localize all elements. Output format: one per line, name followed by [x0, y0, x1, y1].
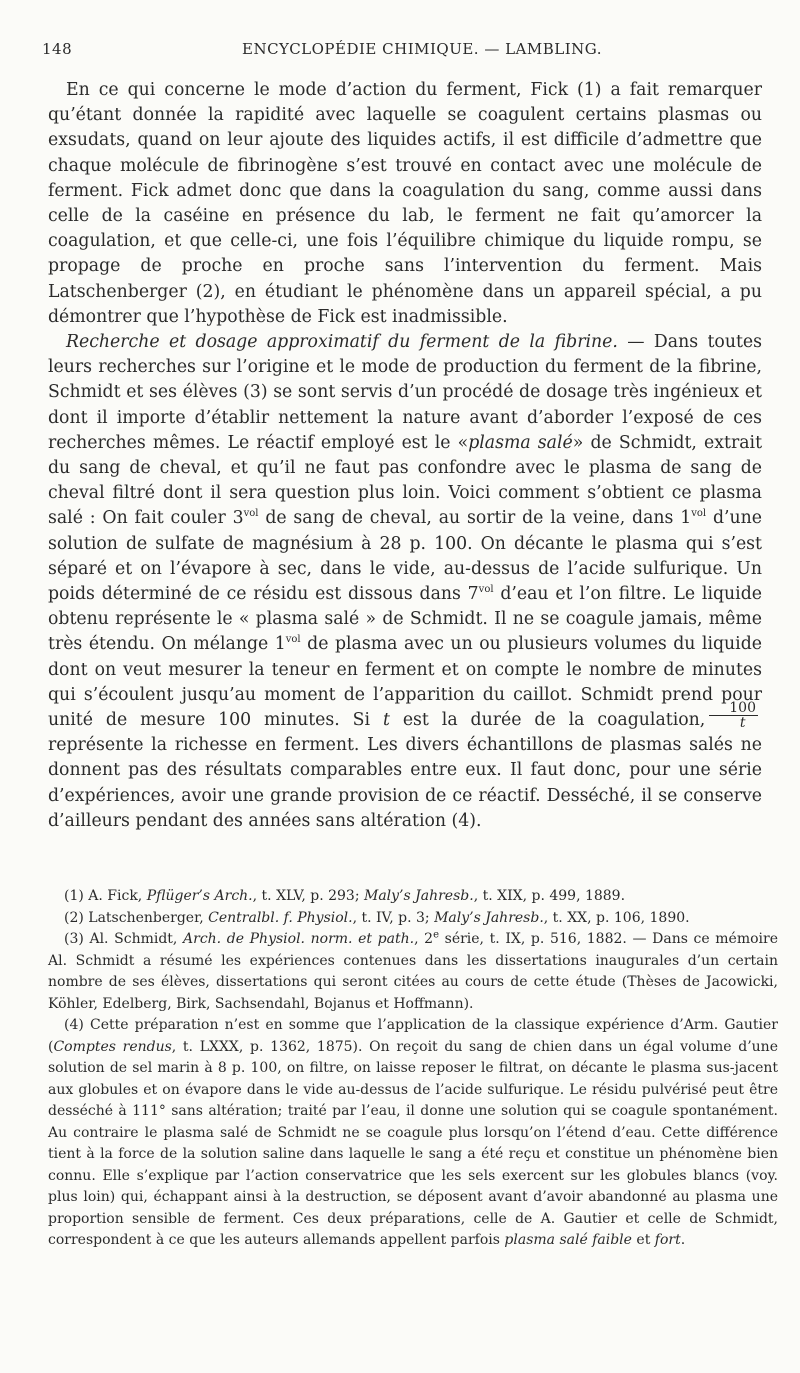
main-text — [48, 78, 762, 834]
paragraph-fick: En ce qui concerne le mode d’action du ferment, Fick (1) a fait remarquer qu’étant donnée la rapidité avec laquelle se coagulent certains plasmas ou exsudats, quand on leur ajoute des liquides actifs, il est difficile d’admettre que chaque molécule de fibrinogène s’est trouvé en contact avec une molécule de ferment. Fick admet donc que dans la coagulation du sang, comme aussi dans celle de la caséine en présence du lab, le ferment ne fait qu’amorcer la coagulation, et que celle-ci, une fois l’équilibre chimique du liquide rompu, se propage de proche en proche sans l’intervention du ferment. Mais Latschenberger (2), en étudiant le phénomène dans un appareil spécial, a pu démontrer que l’hypothèse de Fick est inadmissible. — [48, 80, 762, 327]
page-header — [42, 40, 760, 66]
footnote-4: (4) Cette préparation n’est en somme que l’application de la classique expérience d’Arm. Gautier (Comptes rendus, t. LXXX, p. 1362, 1875). On reçoit du sang de chien dans un égal volume d’une solution de sel marin à 8 p. 100, on filtre, on laisse reposer le filtrat, on décante le plasma sus-jacent aux globules et on évapore dans le vide au-dessus de l’acide sulfurique. Le résidu pulvérisé peut être desséché à 111° sans altération; traité par l’eau, il donne une solution qui se coagule spontanément. Au contraire le plasma salé de Schmidt ne se coagule plus lorsqu’on l’étend d’eau. Cette différence tient à la force de la solution saline dans laquelle le sang a été reçu et constitue un phénomène bien connu. Elle s’explique par l’action conservatrice que les sels exercent sur les globules blancs (voy. plus loin) qui, échappant ainsi à la destruction, se déposent avant d’avoir abandonné au plasma une proportion sensible de ferment. Ces deux préparations, celle de A. Gautier et celle de Schmidt, correspondent à ce que les auteurs allemands appellent parfois plasma salé faible et fort. — [48, 1017, 778, 1248]
paragraph-recherche: Recherche et dosage approximatif du ferment de la fibrine. — Dans toutes leurs recherches sur l’origine et le mode de production du ferment de la fibrine, Schmidt et ses élèves (3) se sont servis d’un procédé de dosage très ingénieux et dont il importe d’établir nettement la nature avant d’aborder l’exposé de ces recherches mêmes. Le réactif employé est le «plasma salé» de Schmidt, extrait du sang de cheval, et qu’il ne faut pas confondre avec le plasma de sang de cheval filtré dont il sera question plus loin. Voici comment s’obtient ce plasma salé : On fait couler $3^{vol}$ de sang de cheval, au sortir de la veine, dans $1^{vol}$ d’une solution de sulfate de magnésium à 28 p. 100. On décante le plasma qui s’est séparé et on l’évapore à sec, dans le vide, au-dessus de l’acide sulfurique. Un poids déterminé de ce résidu est dissous dans $7^{vol}$ d’eau et l’on filtre. Le liquide obtenu représente le « plasma salé » de Schmidt. Il ne se coagule jamais, même très étendu. On mélange $1^{vol}$ de plasma avec un ou plusieurs volumes du liquide dont on veut mesurer la teneur en ferment et on compte le nombre de minutes qui s’écoulent jusqu’au moment de l’apparition du caillot. Schmidt prend pour unité de mesure 100 minutes. Si t est la durée de la coagulation, $\frac{100}{t}$ représente la richesse en ferment. Les divers échantillons de plasmas salés ne donnent pas des résultats comparables entre eux. Il faut donc, pour une série d’expériences, avoir une grande provision de ce réactif. Desséché, il se conserve d’ailleurs pendant des années sans altération (4). — [48, 332, 763, 831]
page-number: 148 — [42, 40, 73, 58]
section-heading: Recherche et dosage approximatif du ferment de la fibrine. — [66, 332, 618, 353]
footnotes — [48, 886, 778, 1252]
running-title: ENCYCLOPÉDIE CHIMIQUE. — LAMBLING. — [242, 40, 603, 58]
footnote-1: (1) A. Fick, Pflüger’s Arch., t. XLV, p. 293; Maly’s Jahresb., t. XIX, p. 499, 1889. — [64, 888, 626, 904]
footnote-3: (3) Al. Schmidt, Arch. de Physiol. norm. et path., 2e série, t. IX, p. 516, 1882. — Dans ce mémoire Al. Schmidt a résumé les expériences contenues dans les dissertations inaugurales d’un certain nombre de ses élèves, dissertations qui seront citées au cours de cette étude (Thèses de Jacowicki, Köhler, Edelberg, Birk, Sachsendahl, Bojanus et Hoffmann). — [48, 929, 778, 1012]
footnote-2: (2) Latschenberger, Centralbl. f. Physiol., t. IV, p. 3; Maly’s Jahresb., t. XX, p. 106, 1890. — [64, 909, 690, 926]
fraction-100-over-t: $\frac{100}{t}$ — [709, 701, 758, 730]
plasma-term: plasma salé — [468, 432, 573, 453]
